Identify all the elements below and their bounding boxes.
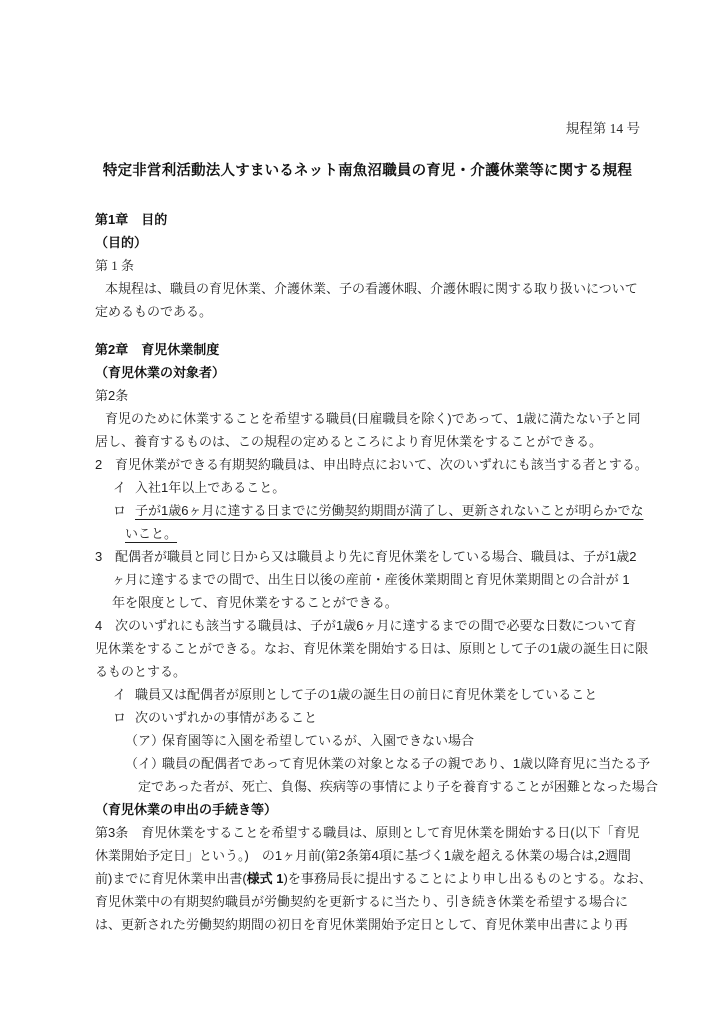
eligibility-heading: （育児休業の対象者） [95, 365, 226, 380]
article2-item2 [95, 453, 648, 476]
article2-item4-cont1: 児休業をすることができる。なお、育児休業を開始する日は、原則として子の1歳の誕生日に限 [95, 641, 649, 656]
article2-item4-sub-b-cont: 定であった者が、死亡、負傷、疾病等の事情により子を養育することが困難となった場合 [138, 779, 658, 794]
article3-line3 [95, 867, 652, 890]
article2-para1-line1: 育児のために休業することを希望する職員(日雇職員を除く)であって、1歳に満たない子と同 [105, 411, 641, 426]
article2-item3-cont1: ヶ月に達するまでの間で、出生日以後の産前・産後休業期間と育児休業期間との合計が 1 [112, 572, 630, 587]
article2-para1-line2: 居し、養育するものは、この規程の定めるところにより育児休業をすることができる。 [95, 434, 603, 449]
item-kana-marker: ロ [113, 710, 127, 725]
item-text: 入社1年以上であること。 [135, 480, 286, 495]
item-kana-marker: イ [113, 687, 127, 702]
item-kana-marker: イ [113, 480, 127, 495]
item-kana-marker: ロ [113, 503, 127, 518]
item-number: 4 [95, 618, 103, 633]
article2-item4-cont2: るものとする。 [95, 664, 187, 679]
purpose-heading: （目的） [95, 235, 148, 250]
article3-line5: は、更新された労働契約期間の初日を育児休業開始予定日として、育児休業申出書により再 [95, 917, 628, 932]
item-text: 育児休業ができる有期契約職員は、申出時点において、次のいずれにも該当する者とする。 [115, 457, 648, 472]
chapter2-heading: 第2章 育児休業制度 [95, 342, 220, 357]
article2-label: 第2条 [95, 388, 129, 403]
article1-text-line1: 本規程は、職員の育児休業、介護休業、子の看護休暇、介護休暇に関する取り扱いについて [105, 281, 638, 296]
article2-item4-i [113, 683, 640, 706]
item-text: 保育園等に入園を希望しているが、入園できない場合 [162, 733, 475, 748]
article2-item4 [95, 614, 640, 637]
page-title: 特定非営利活動法人すまいるネット南魚沼職員の育児・介護休業等に関する規程 [102, 163, 633, 179]
item-text-underlined: いこと。 [125, 526, 178, 541]
item-number: 3 [95, 549, 103, 564]
item-number: 2 [95, 457, 103, 472]
article1-text-line2: 定めるものである。 [95, 304, 213, 319]
article2-item2-i [113, 476, 640, 499]
item-text: 次のいずれにも該当する職員は、子が1歳6ヶ月に達するまでの間で必要な日数について育 [115, 618, 637, 633]
item-text: 職員又は配偶者が原則として子の1歳の誕生日の前日に育児休業をしていること [135, 687, 598, 702]
article1-label: 第 1 条 [95, 258, 135, 273]
article2-item4-ro [113, 706, 640, 729]
article2-item4-sub-a [125, 729, 640, 752]
article3-line2: 休業開始予定日」という。) の1ヶ月前(第2条第4項に基づく1歳を超える休業の場合は,2週間 [95, 848, 631, 863]
article2-item3 [95, 545, 640, 568]
article3-line1: 第3条 育児休業をすることを希望する職員は、原則として育児休業を開始する日(以下「育児 [95, 825, 640, 840]
chapter1-heading: 第1章 目的 [95, 212, 168, 227]
article3-line3-post: )を事務局長に提出することにより申し出るものとする。なお、 [283, 871, 652, 886]
item-paren-marker: （イ） [125, 756, 165, 771]
article2-item2-ro-cont [125, 522, 640, 545]
item-text: 配偶者が職員と同じ日から又は職員より先に育児休業をしている場合、職員は、子が1歳2 [115, 549, 637, 564]
form-reference: 様式 1 [246, 871, 284, 886]
article2-item3-cont2: 年を限度として、育児休業をすることができる。 [112, 595, 398, 610]
article2-item4-sub-b [125, 752, 651, 775]
article3-line3-pre: 前)までに育児休業申出書( [95, 871, 247, 886]
item-text-underlined: 子が1歳6ヶ月に達する日までに労働契約期間が満了し、更新されないことが明らかでな [135, 503, 644, 518]
procedure-heading: （育児休業の申出の手続き等） [95, 802, 278, 817]
article2-item2-ro [113, 499, 644, 522]
doc-number: 規程第 14 号 [565, 121, 640, 136]
item-text: 職員の配偶者であって育児休業の対象となる子の親であり、1歳以降育児に当たる予 [162, 756, 651, 771]
item-text: 次のいずれかの事情があること [135, 710, 318, 725]
article3-line4: 育児休業中の有期契約職員が労働契約を更新するに当たり、引き続き休業を希望する場合に [95, 894, 629, 909]
item-paren-marker: （ア） [125, 733, 165, 748]
